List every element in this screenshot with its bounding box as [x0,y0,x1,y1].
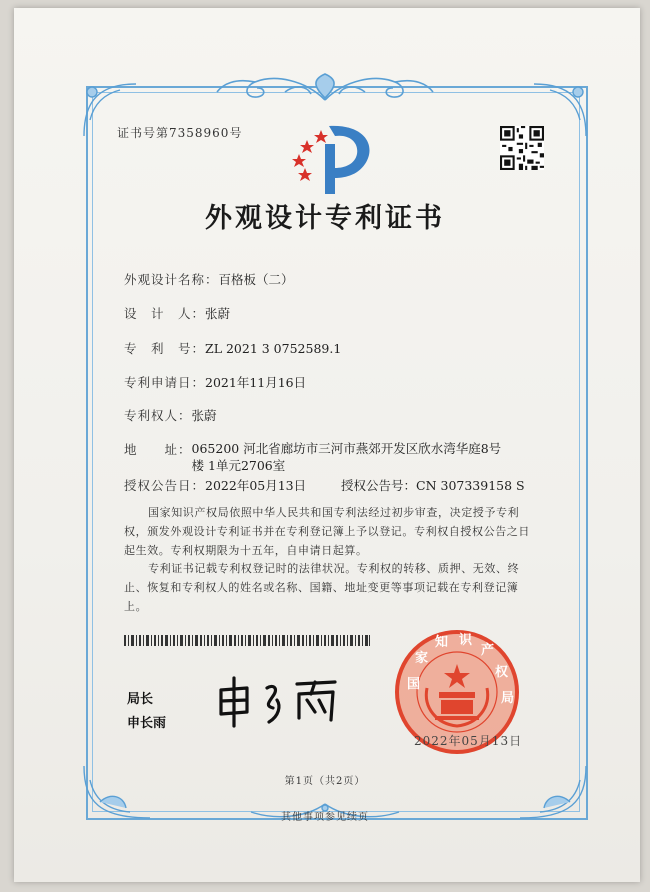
certificate-title: 外观设计专利证书 [205,203,445,234]
design-name-label: 外观设计名称： [124,272,219,287]
announce-date-row [124,476,306,494]
patent-no-value: ZL 2021 3 0752589.1 [205,341,342,356]
address-row [124,440,502,474]
body-paragraph-1: 国家知识产权局依照中华人民共和国专利法经过初步审查，决定授予专利权，颁发外观设计专利证书并在专利登记簿上予以登记。专利权自授权公告之日起生效。专利权期限为十五年，自申请日起算。 [124,506,530,557]
svg-text:知: 知 [435,635,449,650]
patent-no-label: 专 利 号： [124,341,206,356]
announce-no-value: CN 307339158 S [416,478,525,493]
design-name-row [124,270,294,288]
top-ornament [215,70,435,106]
address-label: 地 址： [124,442,192,457]
patent-no-row [124,339,341,357]
page-number: 第1页（共2页） [284,776,366,787]
footer-note: 其他事项参见续页 [281,812,369,823]
qr-code [500,126,544,170]
body-paragraph-2: 专利证书记载专利权登记时的法律状况。专利权的转移、质押、无效、终止、恢复和专利权人的姓名或名称、国籍、地址变更等事项记载在专利登记簿上。 [124,562,520,613]
announce-date-label: 授权公告日： [124,478,206,493]
filing-date-value: 2021年11月16日 [205,375,307,390]
designer-row [124,304,230,322]
announce-no-label: 授权公告号： [341,478,417,493]
patentee-label: 专利权人： [124,408,192,423]
filing-date-row [124,373,306,391]
svg-text:家: 家 [415,651,429,666]
svg-text:识: 识 [459,633,473,648]
filing-date-label: 专利申请日： [124,375,206,390]
certificate-number: 证书号第7358960号 [117,126,243,140]
svg-text:国: 国 [407,677,421,692]
announce-date-value: 2022年05月13日 [205,478,307,493]
svg-text:局: 局 [501,691,515,706]
handwritten-signature [215,670,345,730]
seal-date: 2022年05月13日 [414,734,523,748]
design-name-value: 百格板（二） [218,272,294,287]
announce-no-row [341,476,525,494]
patentee-value: 张蔚 [191,408,217,423]
patentee-row [124,406,217,424]
director-name: 申长雨 [127,716,167,731]
designer-label: 设 计 人： [124,306,206,321]
director-title: 局长 [127,692,154,707]
svg-text:权: 权 [495,665,509,680]
address-value: 065200 河北省廊坊市三河市燕郊开发区欣水湾华庭8号楼 1单元2706室 [191,441,502,473]
patent-office-logo [285,118,380,198]
barcode [124,635,370,646]
designer-value: 张蔚 [205,306,231,321]
svg-text:产: 产 [481,643,495,658]
